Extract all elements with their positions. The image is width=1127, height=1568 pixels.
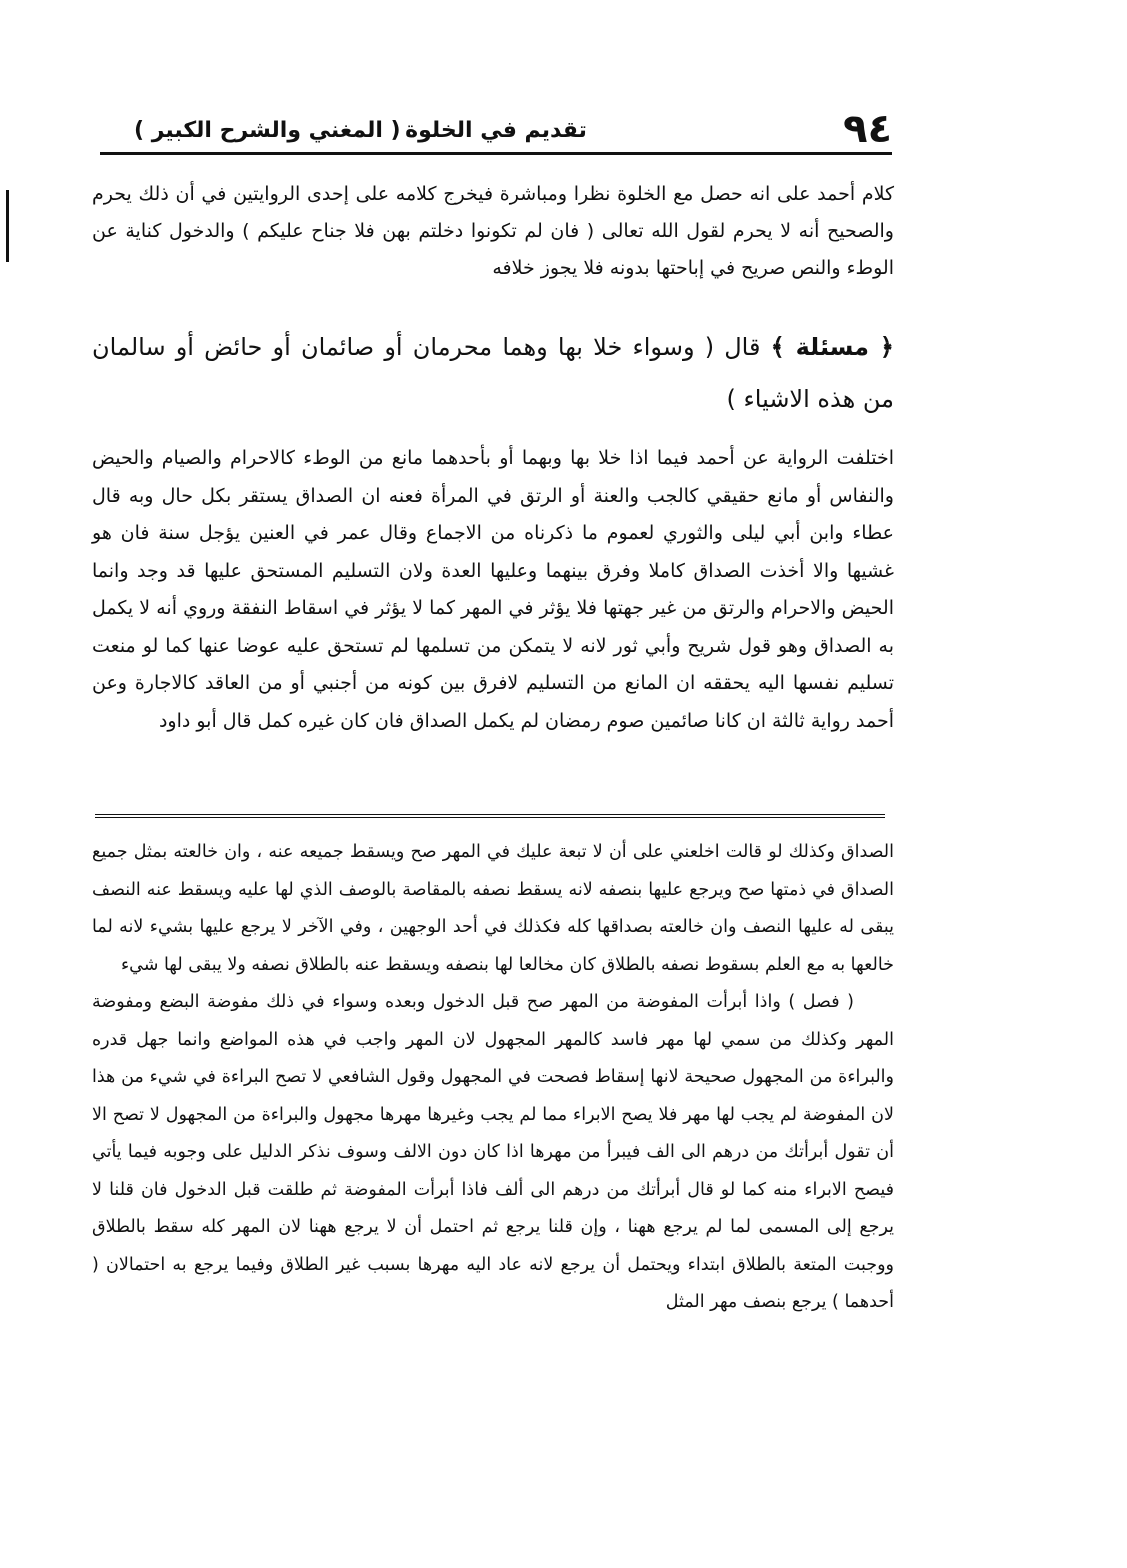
main-text: اختلفت الرواية عن أحمد فيما اذا خلا بها وبهما أو بأحدهما مانع من الوطء كالاحرام والصيام والحيض والنفاس أو مانع حقيقي كالجب والعنة أو الرتق في المرأة فعنه ان الصداق يستقر بكل حال وبه قال عطاء وابن أبي ليلى والثوري لعموم ما ذكرناه من الاجماع وقال عمر في العنين يؤجل سنة فان هو غشيها والا أخذت الصداق كاملا وفرق بينهما وعليها العدة ولان التسليم المستحق عليها قد وجد وانما الحيض والاحرام والرتق من غير جهتها فلا يؤثر في المهر كما لا يؤثر في اسقاط النفقة وروي أنه لا يكمل به الصداق وهو قول شريح وأبي ثور لانه لا يتمكن من تسلمها لم تستحق عليه عوضا عنها كما لو منعت تسليم نفسها اليه يحققه ان المانع من التسليم لافرق بين كونه من أجنبي أو من العاقد كالاجارة وعن أحمد رواية ثالثة ان كانا صائمين صوم رمضان لم يكمل الصداق فان كان غيره كمل قال أبو داود bbox=[92, 447, 894, 732]
issue-label: ﴿ مسئلة ﴾ bbox=[770, 333, 894, 361]
issue-line bbox=[92, 321, 894, 425]
section-divider bbox=[95, 814, 885, 818]
margin-mark bbox=[6, 190, 9, 262]
main-commentary bbox=[92, 440, 894, 740]
page-header bbox=[100, 106, 892, 158]
notes-paragraph-1: الصداق وكذلك لو قالت اخلعني على أن لا تبعة عليك في المهر صح ويسقط جميعه عنه ، وان خالعته بمثل جميع الصداق في ذمتها صح ويرجع عليها بنصفه لانه يسقط نصفه بالمقاصة بالوصف الذي لها عليه ويسقط عنه النصف يبقى له عليها النصف وان خالعته بصداقها كله فكذلك في أحد الوجهين ، وفي الآخر لا يرجع عليها بشيء لانه لما خالعها به مع العلم بسقوط نصفه بالطلاق كان مخالعا لها بنصفه ويسقط عنه بالطلاق نصفه ولا يبقى لها شيء bbox=[92, 842, 894, 975]
section-title: تقديم في الخلوة bbox=[405, 118, 587, 143]
issue-text: قال ( وسواء خلا بها وهما محرمان أو صائمان أو حائض أو سالمان من هذه الاشياء ) bbox=[92, 333, 894, 413]
book-title: ( المغني والشرح الكبير ) bbox=[134, 118, 401, 143]
lower-commentary bbox=[92, 834, 894, 1322]
intro-text: كلام أحمد على انه حصل مع الخلوة نظرا ومباشرة فيخرج كلامه على إحدى الروايتين في أن ذلك يحرم والصحيح أنه لا يحرم لقول الله تعالى ( فان لم تكونوا دخلتم بهن فلا جناح عليكم ) والدخول كناية عن الوطء والنص صريح في إباحتها بدونه فلا يجوز خلافه bbox=[92, 183, 894, 279]
intro-paragraph bbox=[92, 176, 894, 287]
notes-paragraph-2: ( فصل ) واذا أبرأت المفوضة من المهر صح قبل الدخول وبعده وسواء في ذلك مفوضة البضع ومفوضة المهر وكذلك من سمي لها مهر فاسد كالمهر المجهول لان المهر واجب في هذه المواضع وانما جهل قدره والبراءة من المجهول صحيحة لانها إسقاط فصحت في المجهول وقول الشافعي لا تصح البراءة في شيء من هذا لان المفوضة لم يجب لها مهر فلا يصح الابراء مما لم يجب وغيرها مهرها مجهول والبراءة من المجهول لا تصح الا أن تقول أبرأتك من درهم الى الف فيبرأ من مهرها اذا كان دون الالف وسوف نذكر الدليل على وجوبه فيما يأتي فيصح الابراء منه كما لو قال أبرأتك من درهم الى ألف فاذا أبرأت المفوضة ثم طلقت قبل الدخول فان قلنا لا يرجع إلى المسمى لما لم يرجع ههنا ، وإن قلنا يرجع ثم احتمل أن لا يرجع ههنا لان المهر كله سقط بالطلاق ووجبت المتعة بالطلاق ابتداء ويحتمل أن يرجع لانه عاد اليه مهرها بسبب غير الطلاق وفيما يرجع به احتمالان ( أحدهما ) يرجع بنصف مهر المثل bbox=[92, 992, 894, 1312]
header-rule bbox=[100, 152, 892, 155]
page-number: ٩٤ bbox=[843, 106, 892, 152]
issue-heading bbox=[92, 321, 894, 425]
